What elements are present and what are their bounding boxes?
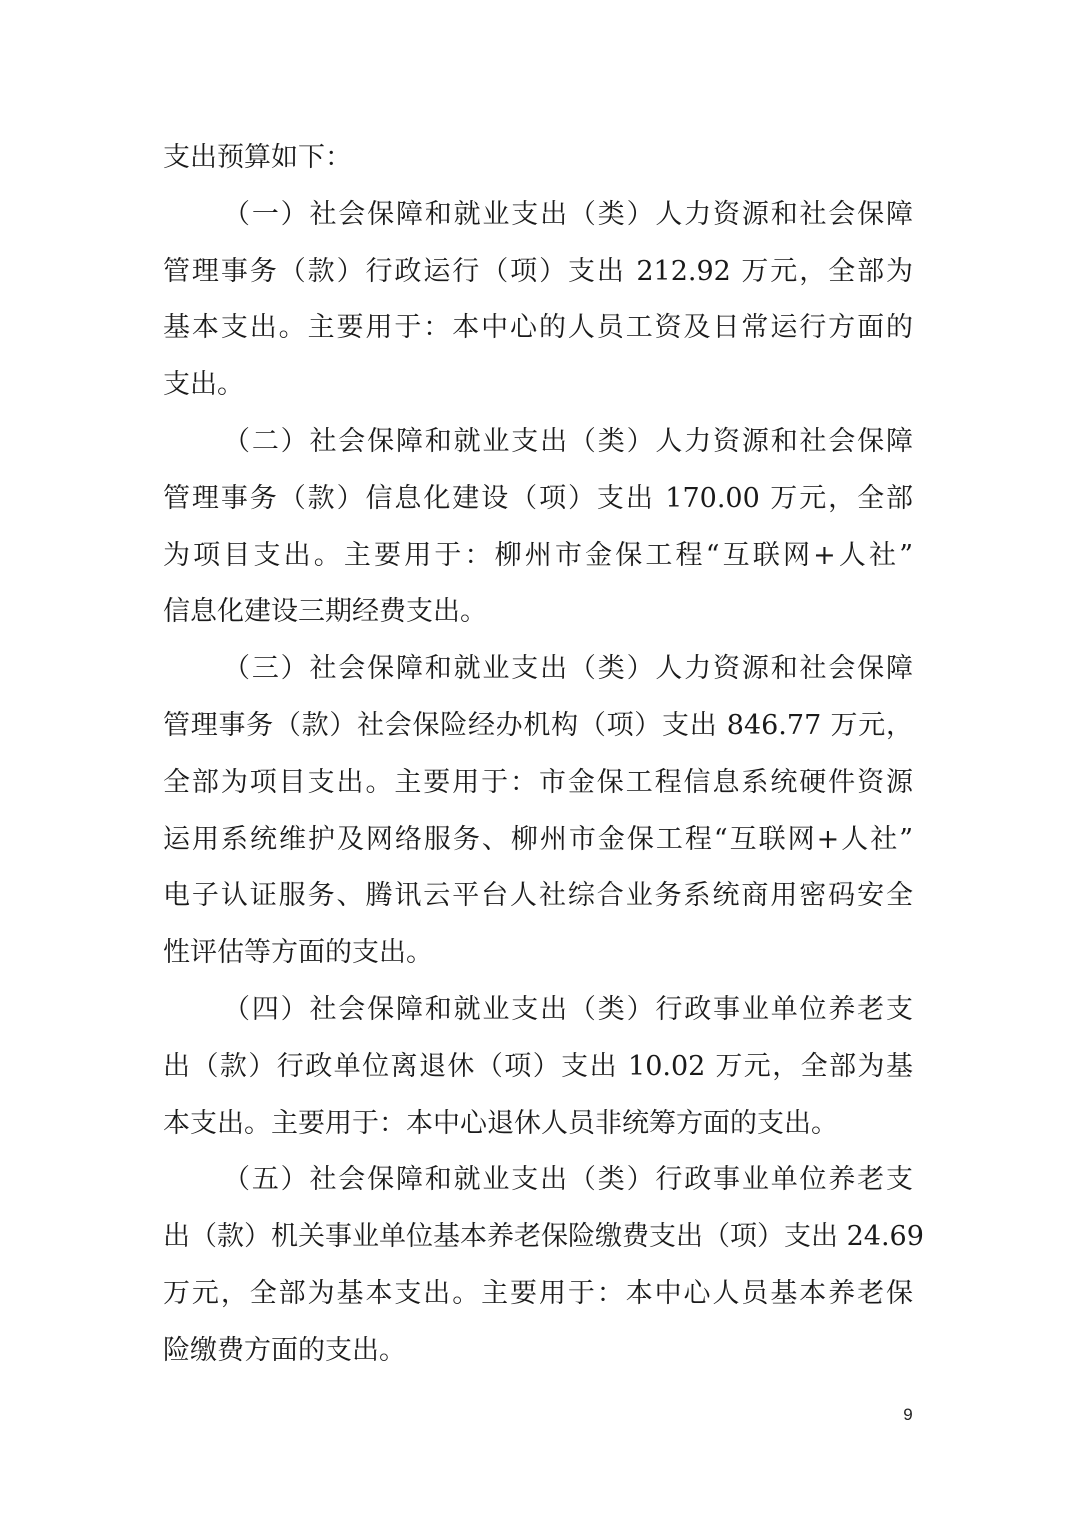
text-line: 本支出。主要用于：本中心退休人员非统筹方面的支出。 [163, 1107, 838, 1139]
paragraph-item-1 [163, 187, 913, 414]
text-line: 支出。 [163, 369, 244, 401]
text-line: （一）社会保障和就业支出（类）人力资源和社会保障 [223, 198, 913, 230]
text-line: （五）社会保障和就业支出（类）行政事业单位养老支 [223, 1164, 913, 1196]
text-line: 万元，全部为基本支出。主要用于：本中心人员基本养老保 [163, 1277, 913, 1309]
text-line: 为项目支出。主要用于：柳州市金保工程“互联网+人社” [163, 539, 913, 571]
text-line: 管理事务（款）社会保险经办机构（项）支出 846.77 万元， [163, 709, 913, 741]
text-line: 管理事务（款）行政运行（项）支出 212.92 万元，全部为 [163, 255, 913, 287]
text-line: 电子认证服务、腾讯云平台人社综合业务系统商用密码安全 [163, 880, 913, 912]
text-line: 全部为项目支出。主要用于：市金保工程信息系统硬件资源 [163, 766, 913, 798]
text-line: 出（款）机关事业单位基本养老保险缴费支出（项）支出 24.69 [163, 1221, 924, 1253]
paragraph-item-4 [163, 982, 913, 1152]
page-number: 9 [903, 1405, 913, 1424]
document-body [163, 130, 924, 1380]
text-line: 基本支出。主要用于：本中心的人员工资及日常运行方面的 [163, 312, 913, 344]
paragraph-item-5 [163, 1152, 924, 1379]
text-line: 性评估等方面的支出。 [163, 937, 433, 969]
paragraph-item-2 [163, 414, 913, 641]
text-line: （三）社会保障和就业支出（类）人力资源和社会保障 [223, 653, 913, 685]
text-line: 管理事务（款）信息化建设（项）支出 170.00 万元，全部 [163, 482, 913, 514]
paragraph-intro [163, 130, 913, 187]
paragraph-item-3 [163, 641, 913, 982]
text-line: 运用系统维护及网络服务、柳州市金保工程“互联网+人社” [163, 823, 913, 855]
text-line: 出（款）行政单位离退休（项）支出 10.02 万元，全部为基 [163, 1050, 913, 1082]
text-line: （四）社会保障和就业支出（类）行政事业单位养老支 [223, 993, 913, 1025]
text-line: 支出预算如下： [163, 142, 352, 173]
text-line: （二）社会保障和就业支出（类）人力资源和社会保障 [223, 425, 913, 457]
text-line: 信息化建设三期经费支出。 [163, 596, 487, 628]
text-line: 险缴费方面的支出。 [163, 1334, 406, 1366]
